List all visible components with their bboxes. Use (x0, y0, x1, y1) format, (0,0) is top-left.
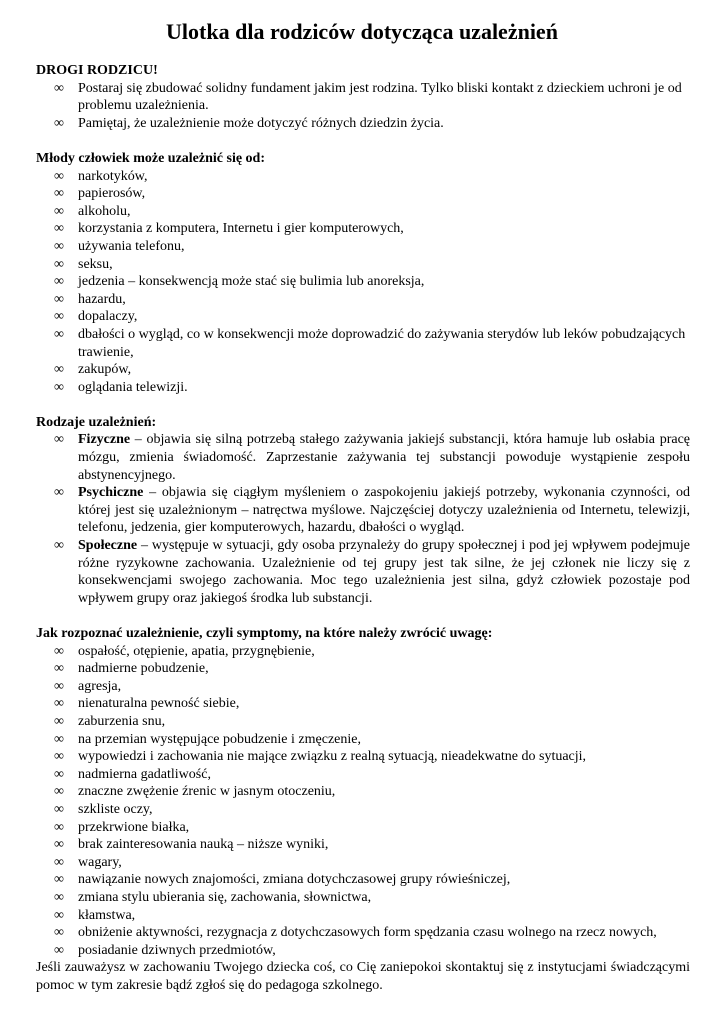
infinity-bullet-icon: ∞ (54, 801, 64, 817)
infinity-bullet-icon: ∞ (54, 221, 64, 237)
infinity-bullet-icon: ∞ (54, 168, 64, 184)
list-item: ∞ Społeczne – występuje w sytuacji, gdy osoba przynależy do grupy społecznej i pod jej wpływem podejmuje różne ryzykowne zachowania. Uzależnienie od tej grupy jest tak silne, że jej członek nie liczy się z konsekwencjami swojego zachowania. Moc tego uzależnienia jest silna, gdyż człowiek pozostaje pod wpływem grupy oraz jakiegoś środka lub substancji. (54, 538, 690, 606)
list-item: ∞ szkliste oczy, (54, 801, 153, 817)
infinity-bullet-icon: ∞ (54, 696, 64, 712)
infinity-bullet-icon: ∞ (54, 309, 64, 325)
list-item: ∞ przekrwione białka, (54, 819, 190, 835)
list-item: ∞ hazardu, (54, 291, 126, 307)
types-heading: Rodzaje uzależnień: (36, 414, 157, 430)
list-item: ∞ wagary, (54, 854, 122, 870)
infinity-bullet-icon: ∞ (54, 766, 64, 782)
list-item: ∞ zaburzenia snu, (54, 713, 166, 729)
infinity-bullet-icon: ∞ (54, 661, 64, 677)
type-term: Psychiczne (78, 485, 144, 501)
infinity-bullet-icon: ∞ (54, 643, 64, 659)
list-item: ∞ nienaturalna pewność siebie, (54, 696, 240, 712)
infinity-bullet-icon: ∞ (54, 362, 64, 378)
type-term: Społeczne (78, 538, 138, 554)
list-item: ∞ jedzenia – konsekwencją może stać się bulimia lub anoreksja, (54, 274, 425, 290)
list-item: ∞ nadmierna gadatliwość, (54, 766, 211, 782)
infinity-bullet-icon: ∞ (54, 432, 64, 448)
type-term: Fizyczne (78, 432, 131, 448)
infinity-bullet-icon: ∞ (54, 485, 64, 501)
list-item: ∞ korzystania z komputera, Internetu i gier komputerowych, (54, 221, 404, 237)
list-item: ∞ oglądania telewizji. (54, 379, 188, 395)
list-item: ∞ na przemian występujące pobudzenie i zmęczenie, (54, 731, 361, 747)
list-item: ∞ narkotyków, (54, 168, 148, 184)
infinity-bullet-icon: ∞ (54, 837, 64, 853)
infinity-bullet-icon: ∞ (54, 238, 64, 254)
list-item: ∞ zakupów, (54, 362, 132, 378)
infinity-bullet-icon: ∞ (54, 854, 64, 870)
parents-heading: DROGI RODZICU! (36, 63, 158, 78)
list-item: ∞ dbałości o wygląd, co w konsekwencji może doprowadzić do zażywania sterydów lub leków pobudzających trawienie, (54, 326, 686, 360)
infinity-bullet-icon: ∞ (54, 731, 64, 747)
list-item: ∞ posiadanie dziwnych przedmiotów, (54, 942, 276, 958)
infinity-bullet-icon: ∞ (54, 889, 64, 905)
list-item: ∞ znaczne zwężenie źrenic w jasnym otoczeniu, (54, 784, 336, 800)
infinity-bullet-icon: ∞ (54, 274, 64, 290)
sources-list (36, 168, 690, 397)
infinity-bullet-icon: ∞ (54, 819, 64, 835)
list-item: ∞ Pamiętaj, że uzależnienie może dotyczyć różnych dziedzin życia. (54, 115, 444, 131)
infinity-bullet-icon: ∞ (54, 379, 64, 395)
infinity-bullet-icon: ∞ (54, 326, 64, 342)
infinity-bullet-icon: ∞ (54, 749, 64, 765)
infinity-bullet-icon: ∞ (54, 907, 64, 923)
infinity-bullet-icon: ∞ (54, 925, 64, 941)
list-item: ∞ Postaraj się zbudować solidny fundament jakim jest rodzina. Tylko bliski kontakt z dzieckiem uchroni je od problemu uzależnienia. (54, 80, 682, 114)
list-item: ∞ brak zainteresowania nauką – niższe wyniki, (54, 837, 329, 853)
leaflet-content (36, 62, 690, 994)
types-list (36, 431, 690, 607)
list-item: ∞ Fizyczne – objawia się silną potrzebą stałego zażywania jakiejś substancji, która hamuje lub osłabia pracę mózgu, zmienia świadomość. Zaprzestanie zażywania tej substancji powoduje wystąpienie zespołu abstynencyjnego. (54, 432, 690, 483)
list-item: ∞ seksu, (54, 256, 113, 272)
list-item: ∞ obniżenie aktywności, rezygnacja z dotychczasowych form spędzania czasu wolnego na rzecz nowych, (54, 925, 657, 941)
page-title: Ulotka dla rodziców dotycząca uzależnień (166, 19, 558, 44)
infinity-bullet-icon: ∞ (54, 115, 64, 131)
infinity-bullet-icon: ∞ (54, 942, 64, 958)
closing-paragraph: Jeśli zauważysz w zachowaniu Twojego dziecka coś, co Cię zaniepokoi skontaktuj się z instytucjami świadczącymi pomoc w tym zakresie bądź zgłoś się do pedagoga szkolnego. (36, 960, 690, 993)
infinity-bullet-icon: ∞ (54, 784, 64, 800)
list-item: ∞ ospałość, otępienie, apatia, przygnębienie, (54, 643, 315, 659)
symptoms-list (36, 643, 690, 960)
list-item: ∞ nadmierne pobudzenie, (54, 661, 209, 677)
list-item: ∞ Psychiczne – objawia się ciągłym myśleniem o zaspokojeniu jakiejś potrzeby, wykonania czynności, od której jest się uzależnionym – natręctwa myślowe. Najczęściej dotyczy uzależnienia od Internetu, telewizji, telefonu, jedzenia, gier komputerowych, hazardu, dbałości o wygląd. (54, 485, 690, 536)
infinity-bullet-icon: ∞ (54, 291, 64, 307)
list-item: ∞ wypowiedzi i zachowania nie mające związku z realną sytuacją, nieadekwatne do sytuacji, (54, 749, 587, 765)
sources-heading: Młody człowiek może uzależnić się od: (36, 150, 266, 166)
list-item: ∞ używania telefonu, (54, 238, 185, 254)
infinity-bullet-icon: ∞ (54, 186, 64, 202)
infinity-bullet-icon: ∞ (54, 678, 64, 694)
list-item: ∞ agresja, (54, 678, 122, 694)
list-item: ∞ zmiana stylu ubierania się, zachowania, słownictwa, (54, 889, 372, 905)
parents-list (36, 80, 690, 133)
list-item: ∞ dopalaczy, (54, 309, 138, 325)
list-item: ∞ papierosów, (54, 186, 146, 202)
infinity-bullet-icon: ∞ (54, 872, 64, 888)
symptoms-heading: Jak rozpoznać uzależnienie, czyli symptomy, na które należy zwrócić uwagę: (36, 626, 493, 641)
infinity-bullet-icon: ∞ (54, 203, 64, 219)
list-item: ∞ alkoholu, (54, 203, 131, 219)
list-item: ∞ nawiązanie nowych znajomości, zmiana dotychczasowej grupy rówieśniczej, (54, 872, 511, 888)
infinity-bullet-icon: ∞ (54, 256, 64, 272)
infinity-bullet-icon: ∞ (54, 538, 64, 554)
list-item: ∞ kłamstwa, (54, 907, 136, 923)
infinity-bullet-icon: ∞ (54, 80, 64, 96)
infinity-bullet-icon: ∞ (54, 713, 64, 729)
